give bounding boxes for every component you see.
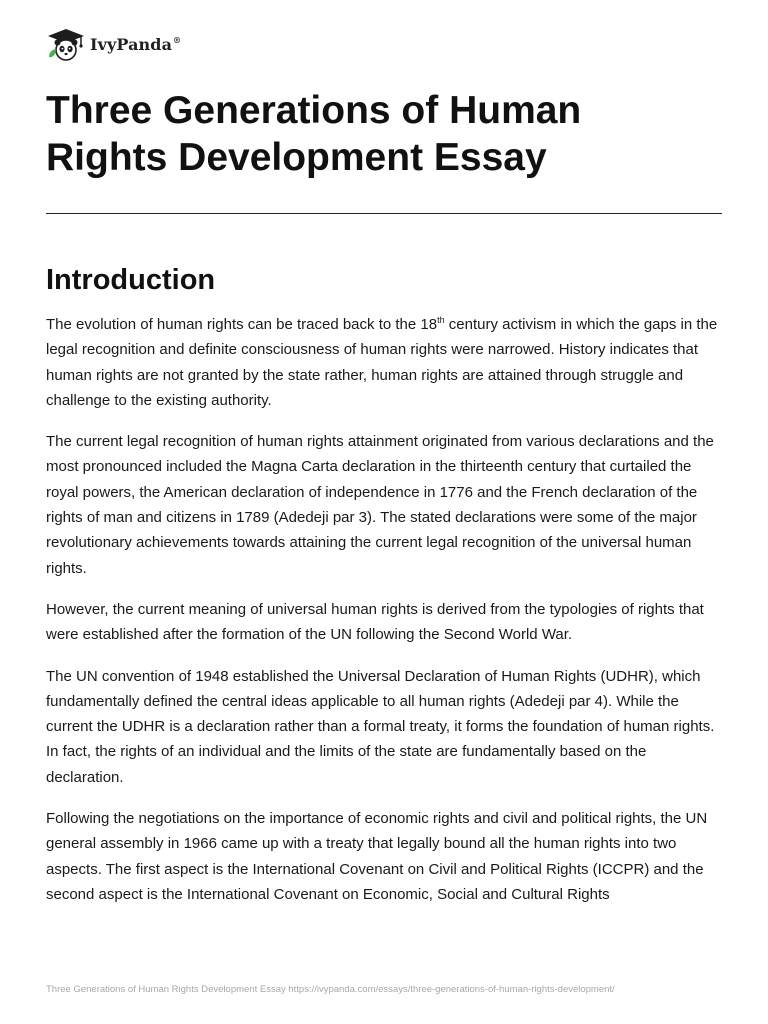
title-divider (46, 213, 722, 214)
ordinal-superscript: th (437, 315, 445, 325)
paragraph-3: However, the current meaning of universal human rights is derived from the typologies of rights that were established after the formation of the UN following the Second World War. (46, 600, 704, 644)
paragraph-4: The UN convention of 1948 established the Universal Declaration of Human Rights (UDHR), which fundamentally defined the central ideas applicable to all human rights (Adedeji par 4). While the current the UDHR is a declaration rather than a formal treaty, it forms the foundation of human rights. In fact, the rights of an individual and the limits of the state are fundamentally based on the declaration. (46, 667, 715, 786)
brand-name: IvyPanda® (90, 34, 182, 54)
page-footer-citation: Three Generations of Human Rights Development Essay https://ivypanda.com/essays/three-generations-of-human-rights-development/ (46, 984, 615, 995)
registered-mark: ® (173, 35, 182, 46)
paragraph-2: The current legal recognition of human rights attainment originated from various declarations and the most pronounced included the Magna Carta declaration in the thirteenth century that curtailed the royal powers, the American declaration of independence in 1776 and the French declaration of the rights of man and citizens in 1789 (Adedeji par 3). The stated declarations were some of the major revolutionary achievements towards attaining the current legal recognition of the universal human rights. (46, 433, 714, 577)
essay-body (46, 312, 726, 923)
paragraph-5: Following the negotiations on the importance of economic rights and civil and political rights, the UN general assembly in 1966 came up with a treaty that legally bound all the human rights into two aspects. The first aspect is the International Covenant on Civil and Political Rights (ICCPR) and the second aspect is the International Covenant on Economic, Social and Cultural Rights (46, 810, 708, 903)
section-heading-introduction: Introduction (46, 264, 216, 296)
paragraph-1: The evolution of human rights can be traced back to the 18th century activism in which the gaps in the legal recognition and definite consciousness of human rights were narrowed. History indicates that human rights are not granted by the state rather, human rights are attained through struggle and challenge to the existing authority. (46, 315, 718, 409)
brand-logo[interactable] (46, 27, 181, 61)
graduate-panda-icon (46, 27, 86, 61)
essay-title: Three Generations of Human Rights Development Essay (46, 89, 582, 179)
